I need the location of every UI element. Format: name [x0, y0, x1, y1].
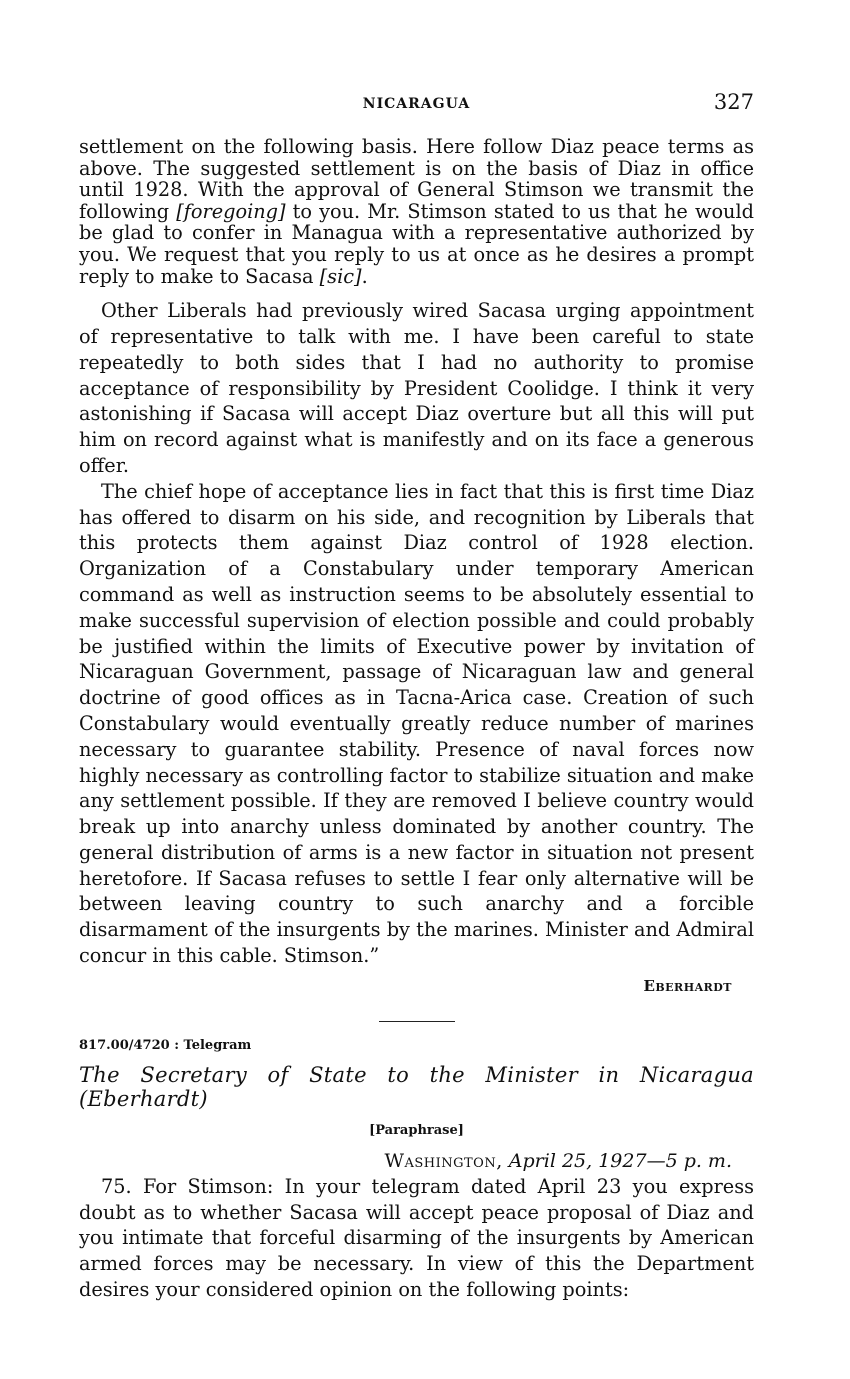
- dateline-place: Washington,: [384, 1149, 503, 1172]
- file-number: 817.00/4720 : Telegram: [79, 1037, 252, 1053]
- title-name: Eberhardt: [87, 1086, 200, 1111]
- paraphrase-note: [Paraphrase]: [369, 1122, 464, 1138]
- signature: Eberhardt: [643, 976, 732, 995]
- document-title: [79, 1063, 754, 1111]
- title-run: The Secretary of State to the Minister in Nicaragua (: [79, 1062, 754, 1111]
- text-run: .: [361, 264, 368, 288]
- dateline: [79, 1150, 754, 1172]
- page: [79, 0, 754, 1303]
- dateline-date: April 25, 1927—5 p. m.: [508, 1149, 732, 1172]
- text-run: settlement on the following basis. Here follow Diaz peace terms as above. The suggested settlement is on the basis of Diaz in office until 1928. With the approval of General Stimson we transmit the following: [79, 135, 754, 223]
- title-run: ): [199, 1086, 208, 1111]
- body-paragraph: The chief hope of acceptance lies in fact that this is first time Diaz has offered to disarm on his side, and recognition by Liberals that this protects them against Diaz control of 1928 election. Organization of a Constabulary under temporary American command as well as instruction seems to be absolutely essential to make successful supervision of election possible and could probably be justified within the limits of Executive power by invitation of Nicaraguan Government, passage of Nicaraguan law and general doctrine of good offices as in Tacna-Arica case. Creation of such Constabulary would eventually greatly reduce number of marines necessary to guarantee stability. Presence of naval forces now highly necessary as controlling factor to stabilize situation and make any settlement possible. If they are removed I believe country would break up into anarchy unless dominated by another country. The general distribution of arms is a new factor in situation not present heretofore. If Sacasa refuses to settle I fear only alternative will be between leaving country to such anarchy and a forcible disarmament of the insurgents by the marines. Minister and Admiral concur in this cable. Stimson.”: [79, 479, 754, 968]
- body-paragraph: 75. For Stimson: In your telegram dated April 23 you express doubt as to whether Sacasa will accept peace proposal of Diaz and you intimate that forceful disarming of the insurgents by American armed forces may be necessary. In view of this the Department desires your considered opinion on the following points:: [79, 1174, 754, 1302]
- continued-paragraph: [79, 136, 754, 287]
- page-number: 327: [713, 90, 754, 114]
- text-run: to you. Mr. Stimson stated to us that he would be glad to confer in Managua with a representative authorized by you. We request that you reply to us at once as he desires a prompt reply to make to Sacasa: [79, 199, 754, 288]
- running-head-title: NICARAGUA: [362, 96, 471, 112]
- body-paragraph: Other Liberals had previously wired Sacasa urging appointment of representative to talk with me. I have been careful to state repeatedly to both sides that I had no authority to promise acceptance of responsibility by President Coolidge. I think it very astonishing if Sacasa will accept Diaz overture but all this will put him on record against what is manifestly and on its face a generous offer.: [79, 299, 754, 477]
- italic-run: [sic]: [319, 264, 362, 288]
- running-head: [79, 90, 754, 134]
- italic-run: [foregoing]: [176, 199, 286, 223]
- section-divider: [379, 1021, 455, 1022]
